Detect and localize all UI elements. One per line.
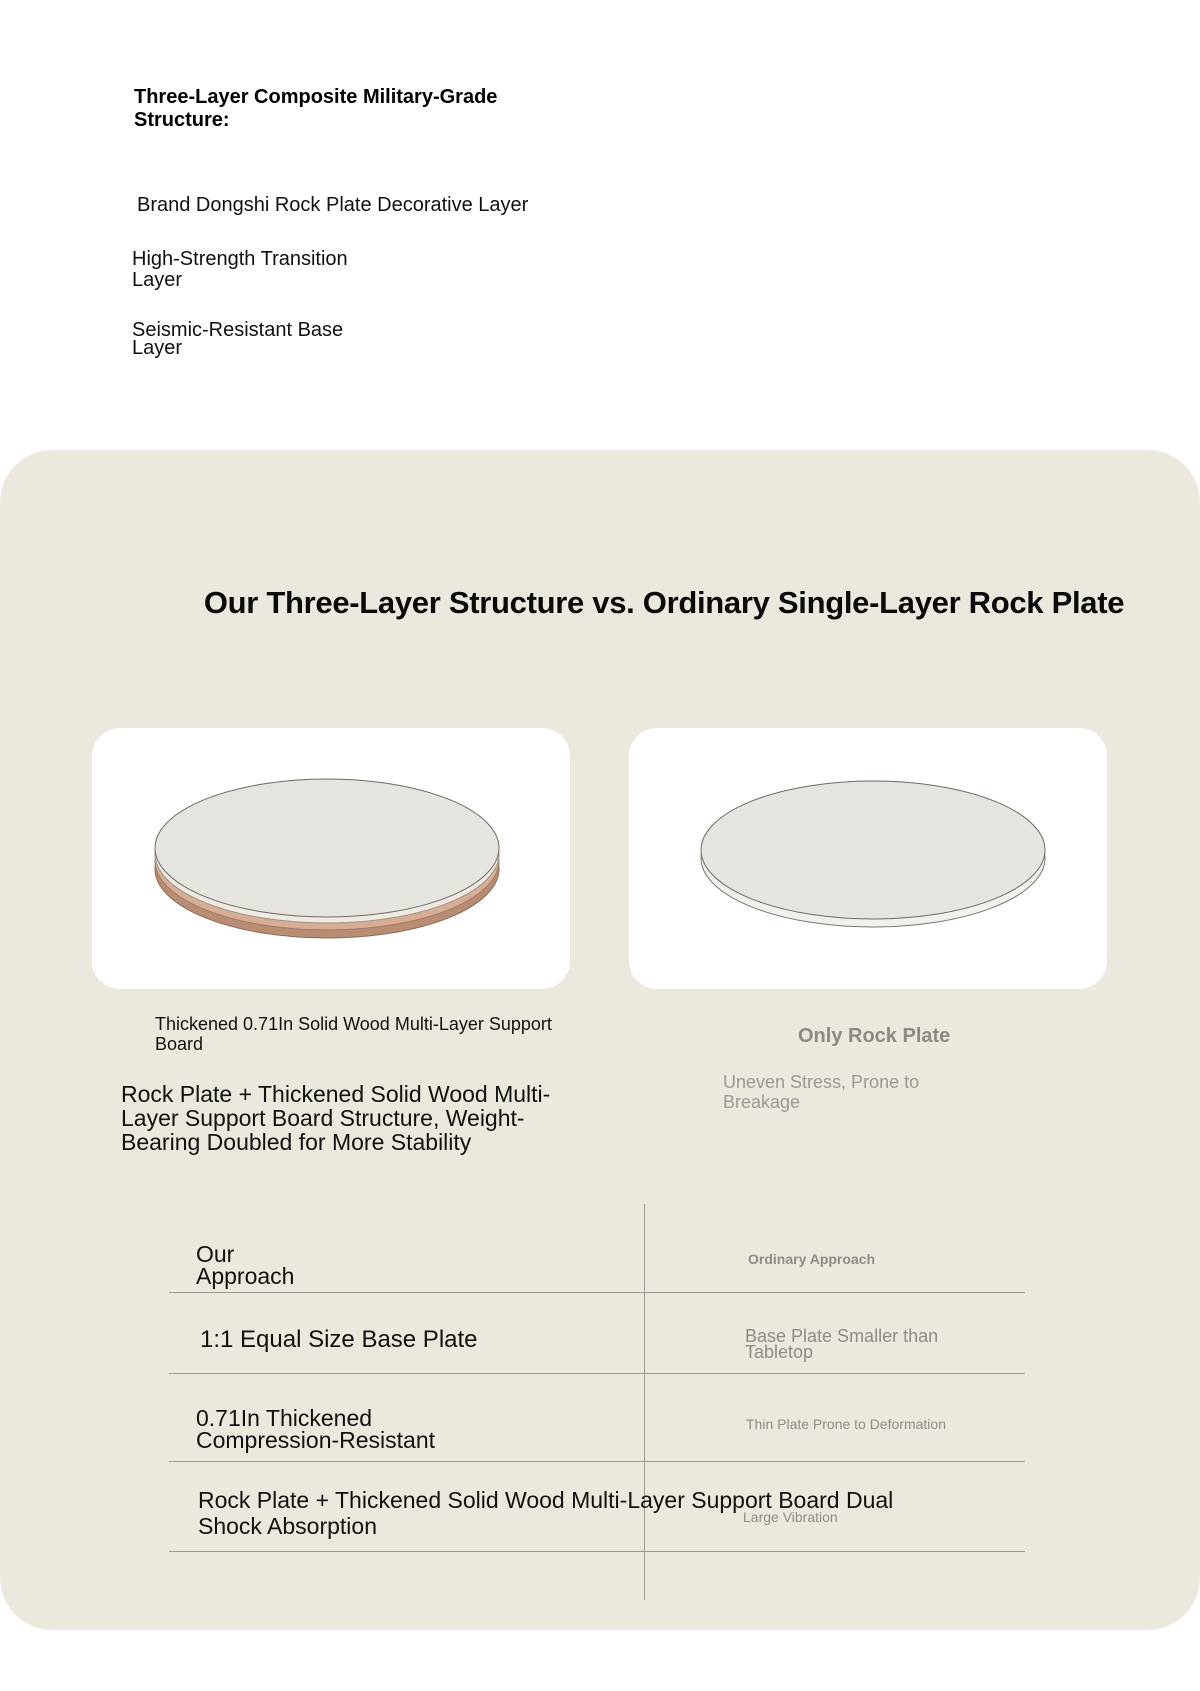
only-rock-plate-caption: Only Rock Plate: [798, 1025, 951, 1047]
table-row-ordinary: Thin Plate Prone to Deformation: [746, 1416, 946, 1432]
uneven-stress-caption: Uneven Stress, Prone to Breakage: [723, 1072, 920, 1112]
table-header-ordinary: Ordinary Approach: [748, 1251, 876, 1267]
three-layer-tabletop-card: [92, 728, 570, 989]
table-row-divider: [169, 1292, 1025, 1293]
table-row-ours: 1:1 Equal Size Base Plate: [200, 1326, 478, 1353]
comparison-title: Our Three-Layer Structure vs. Ordinary Single-Layer Rock Plate: [203, 585, 1125, 620]
layer-label-decorative: Brand Dongshi Rock Plate Decorative Layer: [137, 194, 529, 216]
feature-title: Three-Layer Composite Military-Grade Structure:: [134, 86, 498, 131]
structure-caption: Rock Plate + Thickened Solid Wood Multi-Layer Support Board Structure, Weight-Bearing Doubled for More Stability: [121, 1081, 551, 1155]
table-row-ours: Rock Plate + Thickened Solid Wood Multi-Layer Support Board Dual Shock Absorption: [198, 1487, 894, 1539]
single-layer-tabletop-card: [629, 728, 1107, 989]
single-layer-tabletop-illustration: [629, 728, 1107, 989]
table-header-ours: Our Approach: [196, 1241, 295, 1289]
layer-label-transition: High-Strength Transition Layer: [132, 248, 348, 291]
table-row-ours: 0.71In Thickened Compression-Resistant: [196, 1405, 436, 1453]
support-board-caption: Thickened 0.71In Solid Wood Multi-Layer Support Board: [155, 1014, 552, 1054]
table-row-divider: [169, 1461, 1025, 1462]
table-row-divider: [169, 1551, 1025, 1552]
table-row-ordinary: Base Plate Smaller than Tabletop: [745, 1326, 939, 1362]
table-row-ordinary: Large Vibration: [743, 1509, 838, 1525]
three-layer-tabletop-illustration: [92, 728, 570, 989]
table-column-divider: [644, 1204, 645, 1600]
table-row-divider: [169, 1373, 1025, 1374]
layer-label-base: Seismic-Resistant Base Layer: [132, 319, 344, 359]
